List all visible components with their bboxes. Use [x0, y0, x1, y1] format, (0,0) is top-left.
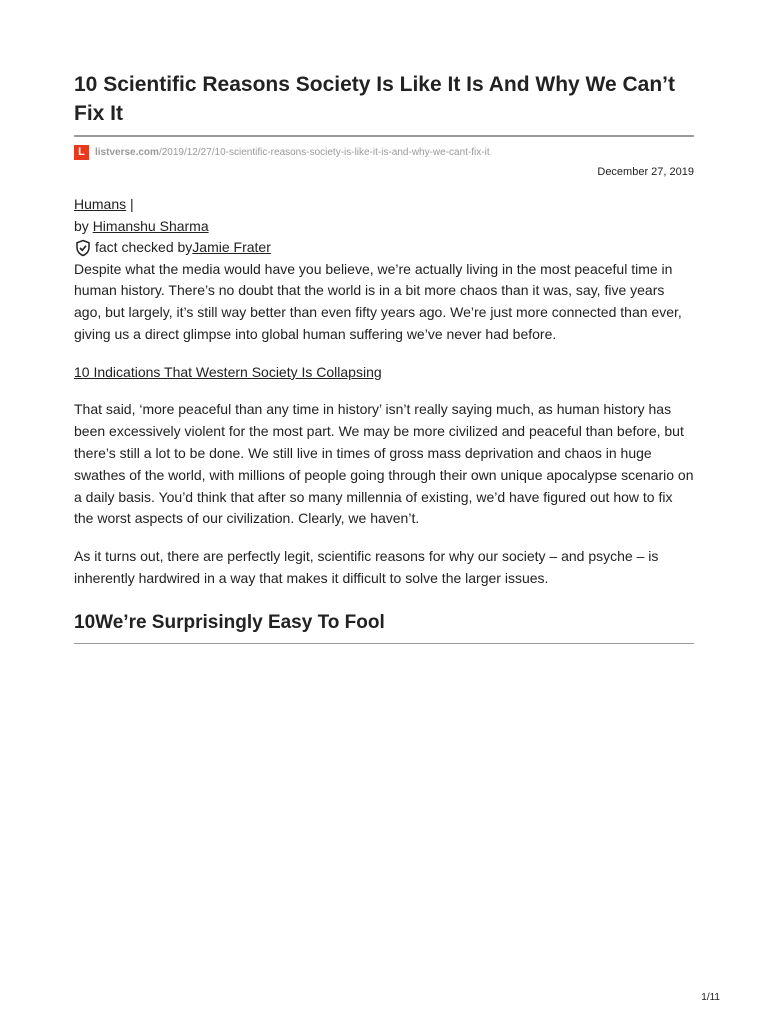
article [74, 70, 694, 644]
publish-date: December 27, 2019 [597, 166, 694, 178]
article-meta [74, 194, 694, 259]
listverse-logo-icon: L [74, 145, 89, 160]
author-link[interactable]: Himanshu Sharma [92, 217, 209, 234]
shield-check-icon [74, 239, 92, 257]
category-link[interactable]: Humans [74, 196, 127, 212]
body-paragraph: That said, ‘more peaceful than any time in history’ isn’t really saying much, as human history has been excessively violent for the most part. We may be more civilized and peaceful than before, but there’s still a lot to be done. We still live in times of gross mass deprivation and chaos in huge swathes of the world, with millions of people going through their own unique apocalypse scenario on a daily basis. You’d think that after so many millennia of existing, we’d have figured out how to fix the worst aspects of our civilization. Clearly, we haven’t. [74, 401, 694, 527]
source-bar [74, 143, 694, 161]
fact-checked-prefix: fact checked by [95, 239, 193, 255]
page-number: 1/11 [701, 992, 720, 1003]
title-divider [74, 135, 694, 137]
source-path[interactable]: /2019/12/27/10-scientific-reasons-society-is-like-it-is-and-why-we-cant-fix-it [158, 146, 490, 158]
section-divider [74, 643, 694, 644]
by-prefix: by [74, 217, 93, 234]
body-paragraph: As it turns out, there are perfectly legit, scientific reasons for why our society – and psyche – is inherently hardwired in a way that makes it difficult to solve the larger issues. [74, 548, 659, 587]
source-url[interactable] [95, 147, 490, 158]
section-heading: 10We’re Surprisingly Easy To Fool [74, 611, 385, 633]
intro-paragraph: Despite what the media would have you believe, we’re actually living in the most peaceful time in human history. There’s no doubt that the world is in a bit more chaos than it was, say, five years ago, but largely, it’s still way better than even fifty years ago. We’re just more connected than ever, giving us a direct glimpse into global human suffering we’ve never had before. [74, 260, 682, 342]
source-domain[interactable]: listverse.com [95, 146, 159, 158]
fact-checker-link[interactable]: Jamie Frater [192, 239, 271, 255]
article-title: 10 Scientific Reasons Society Is Like It Is And Why We Can’t Fix It [74, 73, 676, 125]
related-article-link[interactable]: 10 Indications That Western Society Is Collapsing [74, 363, 382, 380]
category-separator: | [126, 196, 134, 212]
